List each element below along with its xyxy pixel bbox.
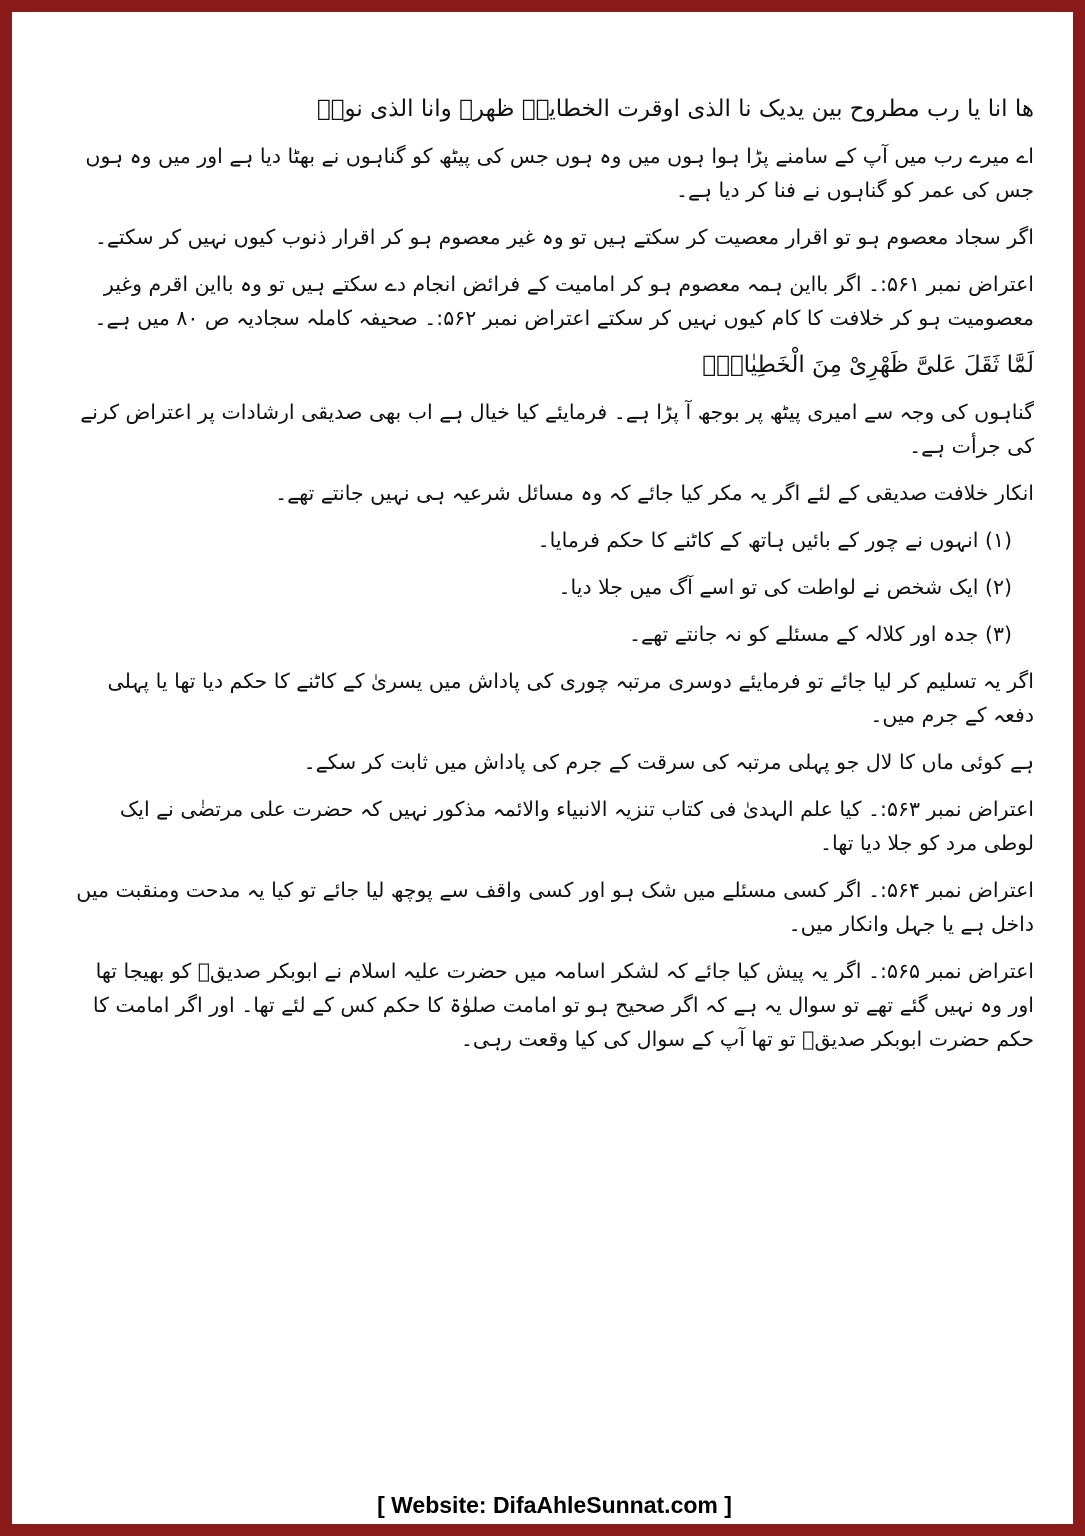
list-item-1: (۱) انہوں نے چور کے بائیں ہاتھ کے کاٹنے کا حکم فرمایا۔	[537, 528, 1012, 552]
objection-561-562: اعتراض نمبر ۵۶۱:۔ اگر بااین ہمہ معصوم ہو کر امامیت کے فرائض انجام دے سکتے ہیں تو وہ بااین اقرم وغیر معصومیت ہو کر خلافت کا کام کیوں نہیں کر سکتے اعتراض نمبر ۵۶۲:۔ صحیفہ کاملہ سجادیہ ص ۸۰ میں ہے۔	[94, 272, 1034, 330]
footer-website: [ Website: DifaAhleSunnat.com ]	[377, 1492, 732, 1518]
paragraph-denial: انکار خلافت صدیقی کے لئے اگر یہ مکر کیا جائے کہ وہ مسائل شرعیہ ہی نہیں جانتے تھے۔	[275, 481, 1034, 505]
objection-565: اعتراض نمبر ۵۶۵:۔ اگر یہ پیش کیا جائے کہ لشکر اسامہ میں حضرت علیہ اسلام نے ابوبکر صدیقؓ کو بھیجا تھا اور وہ نہیں گئے تھے تو سوال یہ ہے کہ اگر صحیح ہو تو امامت صلوٰۃ کا حکم کس کے لئے تھا۔ اور اگر امامت کا حکم حضرت ابوبکر صدیقؓ تو تھا آپ کے سوال کی کیا وقعت رہی۔	[92, 959, 1034, 1051]
translation-1: اے میرے رب میں آپ کے سامنے پڑا ہوا ہوں میں وہ ہوں جس کی پیٹھ کو گناہوں نے بھٹا دیا ہے اور میں وہ ہوں جس کی عمر کو گناہوں نے فنا کر دیا ہے۔	[85, 144, 1034, 202]
translation-2: گناہوں کی وجہ سے امیری پیٹھ پر بوجھ آ پڑا ہے۔ فرمایئے کیا خیال ہے اب بھی صدیقی ارشادات پر اعتراض کرنے کی جرأت ہے۔	[80, 400, 1034, 458]
paragraph-acceptance: اگر یہ تسلیم کر لیا جائے تو فرمایئے دوسری مرتبہ چوری کی پاداش میں یسریٰ کے کاٹنے کا حکم دیا تھا یا پہلی دفعہ کے جرم میں۔	[107, 669, 1034, 727]
page-content	[74, 92, 1034, 1069]
list-item-3: (۳) جدہ اور کلالہ کے مسئلے کو نہ جانتے تھے۔	[629, 622, 1012, 646]
arabic-quote-1: ھا انا یا رب مطروح بین یدیک نا الذی اوقرت الخطایاؐ ظھرہ وانا الذی نوبؐ	[316, 96, 1034, 122]
arabic-quote-2: لَمَّا ثَقَلَ عَلیَّ ظَهْرِیْ مِنَ الْخَطِیٰاتِؐ	[702, 352, 1034, 378]
objection-564: اعتراض نمبر ۵۶۴:۔ اگر کسی مسئلے میں شک ہو اور کسی واقف سے پوچھ لیا جائے تو کیا یہ مدحت ومنقبت میں داخل ہے یا جہل وانکار میں۔	[76, 878, 1034, 936]
paragraph-challenge: ہے کوئی ماں کا لال جو پہلی مرتبہ کی سرقت کے جرم کی پاداش میں ثابت کر سکے۔	[303, 750, 1034, 774]
list-item-2: (۲) ایک شخص نے لواطت کی تو اسے آگ میں جلا دیا۔	[558, 575, 1012, 599]
objection-563: اعتراض نمبر ۵۶۳:۔ کیا علم الہدیٰ فی کتاب تنزیہ الانبیاء والائمہ مذکور نہیں کہ حضرت علی مرتضٰی نے ایک لوطی مرد کو جلا دیا تھا۔	[119, 797, 1034, 855]
paragraph-sajjad: اگر سجاد معصوم ہو تو اقرار معصیت کر سکتے ہیں تو وہ غیر معصوم ہو کر اقرار ذنوب کیوں نہیں کر سکتے۔	[94, 225, 1034, 249]
